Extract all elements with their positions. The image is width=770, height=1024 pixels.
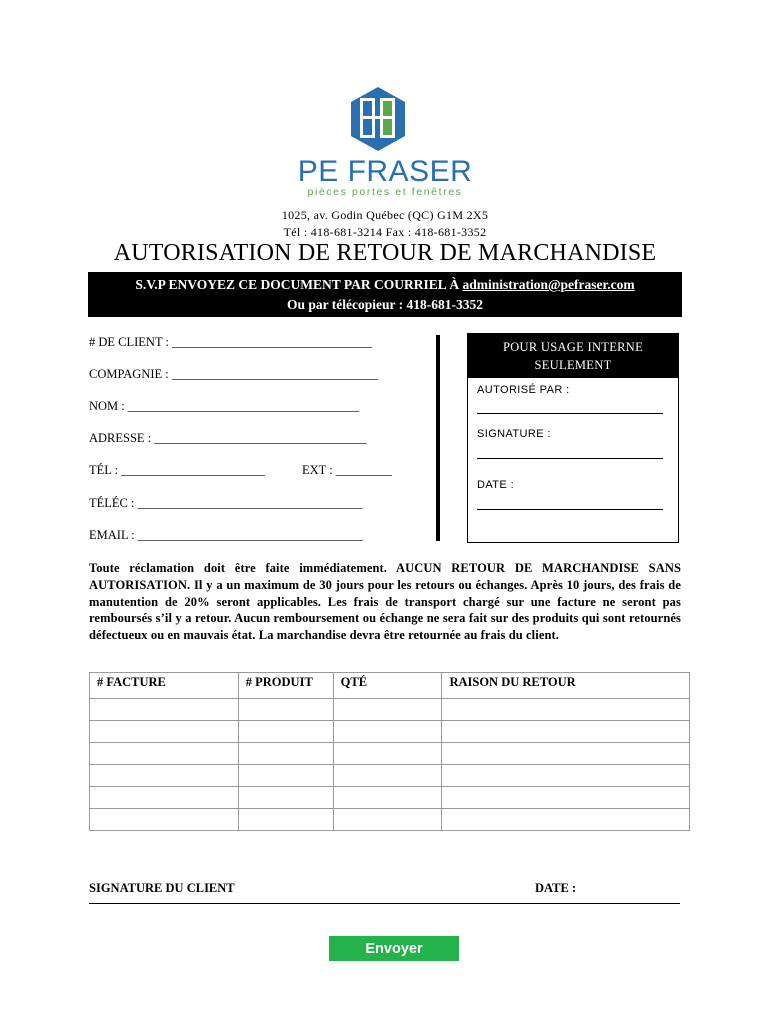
reason-cell[interactable] <box>442 699 690 721</box>
column-header-quantity: QTÉ <box>333 673 442 699</box>
table-row <box>90 721 690 743</box>
invoice-cell[interactable] <box>90 809 239 831</box>
reason-cell[interactable] <box>442 809 690 831</box>
product-cell[interactable] <box>238 699 333 721</box>
table-header-row <box>90 673 690 699</box>
authorized-by-line[interactable] <box>477 413 663 414</box>
fax-field[interactable]: TÉLÉC : ____________________________________ <box>89 496 363 510</box>
invoice-cell[interactable] <box>90 765 239 787</box>
page-title: AUTORISATION DE RETOUR DE MARCHANDISE <box>113 240 657 266</box>
send-button[interactable]: Envoyer <box>329 936 459 961</box>
banner-fax: Ou par télécopieur : 418-681-3352 <box>287 297 483 312</box>
table-row <box>90 787 690 809</box>
quantity-cell[interactable] <box>333 721 442 743</box>
pe-fraser-logo-icon <box>349 86 407 152</box>
client-signature-line[interactable] <box>89 903 680 904</box>
return-items-table <box>89 672 690 831</box>
date-label: DATE : <box>477 479 515 491</box>
reason-cell[interactable] <box>442 787 690 809</box>
product-cell[interactable] <box>238 743 333 765</box>
internal-use-box <box>467 333 679 543</box>
internal-heading-line1: POUR USAGE INTERNE <box>502 340 644 354</box>
table-row <box>90 743 690 765</box>
product-cell[interactable] <box>238 721 333 743</box>
table-row <box>90 765 690 787</box>
company-address: 1025, av. Godin Québec (QC) G1M 2X5 <box>281 208 489 222</box>
quantity-cell[interactable] <box>333 809 442 831</box>
section-divider <box>436 335 440 541</box>
signature-label: SIGNATURE : <box>477 428 551 440</box>
invoice-cell[interactable] <box>90 699 239 721</box>
instructions-banner <box>88 272 682 317</box>
footer-date-label: DATE : <box>535 881 577 895</box>
email-field[interactable]: EMAIL : ____________________________________ <box>89 528 363 542</box>
reason-cell[interactable] <box>442 743 690 765</box>
reason-cell[interactable] <box>442 721 690 743</box>
brand-tagline: pièces portes et fenêtres <box>307 186 463 198</box>
invoice-cell[interactable] <box>90 721 239 743</box>
column-header-invoice: # FACTURE <box>90 673 239 699</box>
phone-field[interactable]: TÉL : _______________________ <box>89 463 265 477</box>
product-cell[interactable] <box>238 809 333 831</box>
email-link[interactable]: administration@pefraser.com <box>462 277 635 292</box>
reason-cell[interactable] <box>442 765 690 787</box>
address-field[interactable]: ADRESSE : __________________________________ <box>89 431 367 445</box>
name-field[interactable]: NOM : _____________________________________ <box>89 399 360 413</box>
brand-name: PE FRASER <box>297 155 473 188</box>
quantity-cell[interactable] <box>333 787 442 809</box>
company-phones: Tél : 418-681-3214 Fax : 418-681-3352 <box>283 225 487 239</box>
client-number-field[interactable]: # DE CLIENT : ________________________________ <box>89 335 373 349</box>
table-row <box>90 699 690 721</box>
extension-field[interactable]: EXT : _________ <box>302 463 393 477</box>
invoice-cell[interactable] <box>90 743 239 765</box>
table-row <box>90 809 690 831</box>
company-field[interactable]: COMPAGNIE : _________________________________ <box>89 367 379 381</box>
product-cell[interactable] <box>238 765 333 787</box>
return-policy-notice: Toute réclamation doit être faite immédiatement. AUCUN RETOUR DE MARCHANDISE SANS AUTORISATION. Il y a un maximum de 30 jours pour les retours ou échanges. Après 10 jours, des frais de manutention de 20% seront applicables. Les frais de transport chargé sur une facture ne seront pas remboursés s’il y a retour. Aucun remboursement ou échange ne sera fait sur des produits qui sont retournés défectueux ou en mauvais état. La marchandise devra être retournée au frais du client. <box>89 561 681 643</box>
internal-use-heading <box>468 334 678 378</box>
column-header-reason: RAISON DU RETOUR <box>442 673 690 699</box>
internal-date-line[interactable] <box>477 509 663 510</box>
column-header-product: # PRODUIT <box>238 673 333 699</box>
internal-heading-line2: SEULEMENT <box>534 358 612 372</box>
banner-text: S.V.P ENVOYEZ CE DOCUMENT PAR COURRIEL À <box>135 277 463 292</box>
authorized-by-label: AUTORISÉ PAR : <box>477 384 570 396</box>
quantity-cell[interactable] <box>333 743 442 765</box>
quantity-cell[interactable] <box>333 699 442 721</box>
product-cell[interactable] <box>238 787 333 809</box>
quantity-cell[interactable] <box>333 765 442 787</box>
client-signature-label: SIGNATURE DU CLIENT <box>89 881 235 895</box>
internal-signature-line[interactable] <box>477 458 663 459</box>
invoice-cell[interactable] <box>90 787 239 809</box>
